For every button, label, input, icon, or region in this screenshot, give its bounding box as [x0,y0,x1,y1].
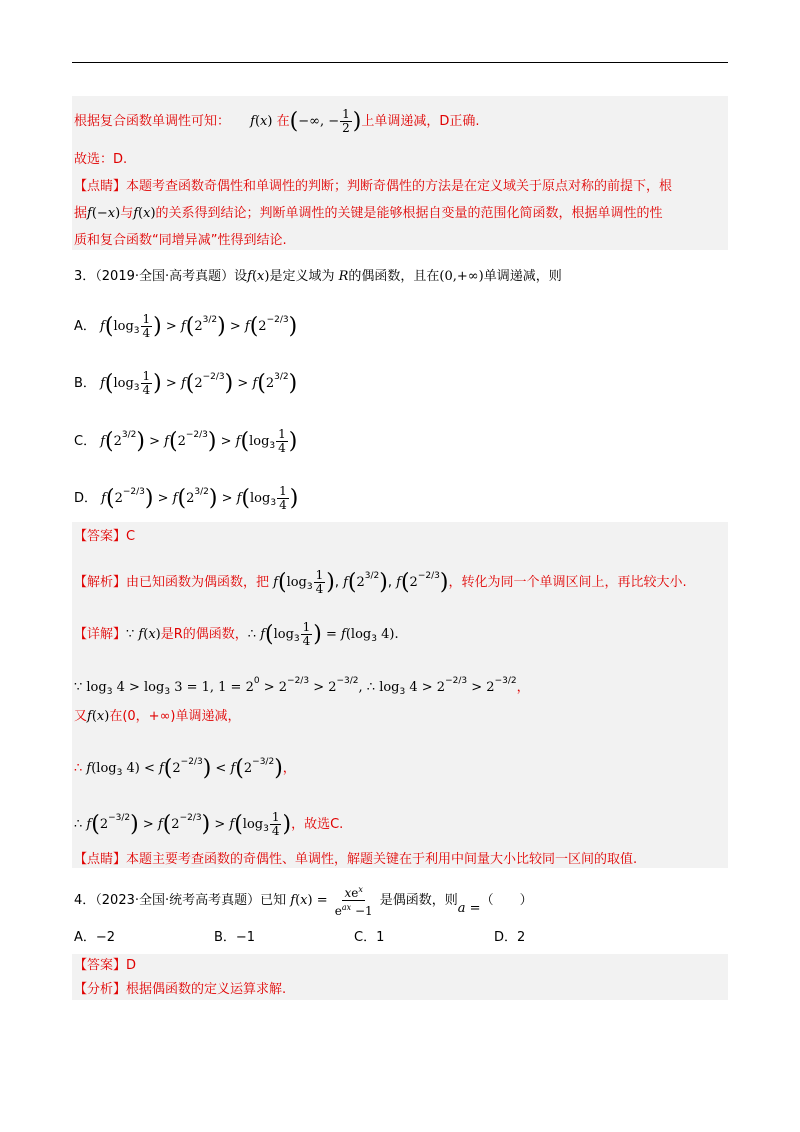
q3-analysis: 【解析】由已知函数为偶函数，把 $f(\log_3$ $\frac{1}{4}$ ), $f(2^{3/2})$, $f(2^{-2/3})$，转化为同一个单调区间上，再比较大小. [74,568,687,596]
b1-line4: 据f(−x)与f(x)的关系得到结论；判断单调性的关键是能够根据自变量的范围化简函数，根据单调性的性 [74,206,663,221]
q3-step3: 又f(x)在(0，+∞)单调递减， [74,709,241,724]
q3-step2: ∵ $\log_3 4 > \log_3 3 = 1$, $1 = 2^0 > 2^{-2/3} > 2^{-3/2}$, ∴ $\log_3 4 > 2^{-2/3} > 2^{-3/2}$， [74,676,530,697]
q3-step5: ∴ $f(2^{-3/2}) > f(2^{-2/3}) > f(\log_3$ $\frac{1}{4}$ )，故选C. [74,810,344,838]
q3-option-b[interactable]: B． $f(\log_3$ $\frac{1}{4}$ ) > $f(2^{-2/3}) > f(2^{3/2})$ [74,369,298,397]
q4-option-a[interactable]: A．−2 [74,930,116,945]
b1-line3: 【点睛】本题考查函数奇偶性和单调性的判断；判断奇偶性的方法是在定义域关于原点对称的前提下，根 [74,179,673,194]
q3-stem: 3．（2019·全国·高考真题）设f(x)是定义域为 R的偶函数，且在(0,+∞)单调递减，则 [74,269,562,284]
header-rule [72,62,728,63]
q4-option-c[interactable]: C．1 [354,930,385,945]
b1-line1: 根据复合函数单调性可知： f(x) 在(−∞, − $\frac{1}{2}$ )上单调递减，D正确. [74,107,480,135]
q3-detail: 【详解】∵ f(x)是R的偶函数，∴ $f(\log_3$ $\frac{1}{4}$ ) = $f(\log_3$ 4). [74,620,399,648]
q3-option-a[interactable]: A． $f(\log_3$ $\frac{1}{4}$ ) > $f(2^{3/2}) > f(2^{-2/3})$ [74,312,298,340]
q3-option-d[interactable]: D． $f(2^{-2/3}) > f(2^{3/2}) > f(\log_3$ $\frac{1}{4}$ ) [74,484,299,512]
q4-analysis: 【分析】根据偶函数的定义运算求解. [74,982,287,997]
q3-answer: 【答案】C [74,529,136,544]
b1-line2: 故选：D. [74,152,128,167]
b1-line5: 质和复合函数“同增异减”性得到结论. [74,233,287,248]
q3-comment: 【点睛】本题主要考查函数的奇偶性、单调性，解题关键在于利用中间量大小比较同一区间的取值. [74,852,638,867]
q4-answer: 【答案】D [74,958,137,973]
q3-option-c[interactable]: C． $f(2^{3/2}) > f(2^{-2/3}) > f(\log_3$ $\frac{1}{4}$ ) [74,427,298,455]
q4-option-d[interactable]: D．2 [494,930,526,945]
q4-option-b[interactable]: B．−1 [214,930,256,945]
q4-stem: 4．（2023·全国·统考高考真题）已知 f(x) = $\frac{xe^x}{e^{ax} -1}$ 是偶函数，则a =（ ） [74,885,533,918]
q3-step4: ∴ $f(\log_3$ $4) < f(2^{-2/3}) < f(2^{-3/2})$， [74,756,296,781]
